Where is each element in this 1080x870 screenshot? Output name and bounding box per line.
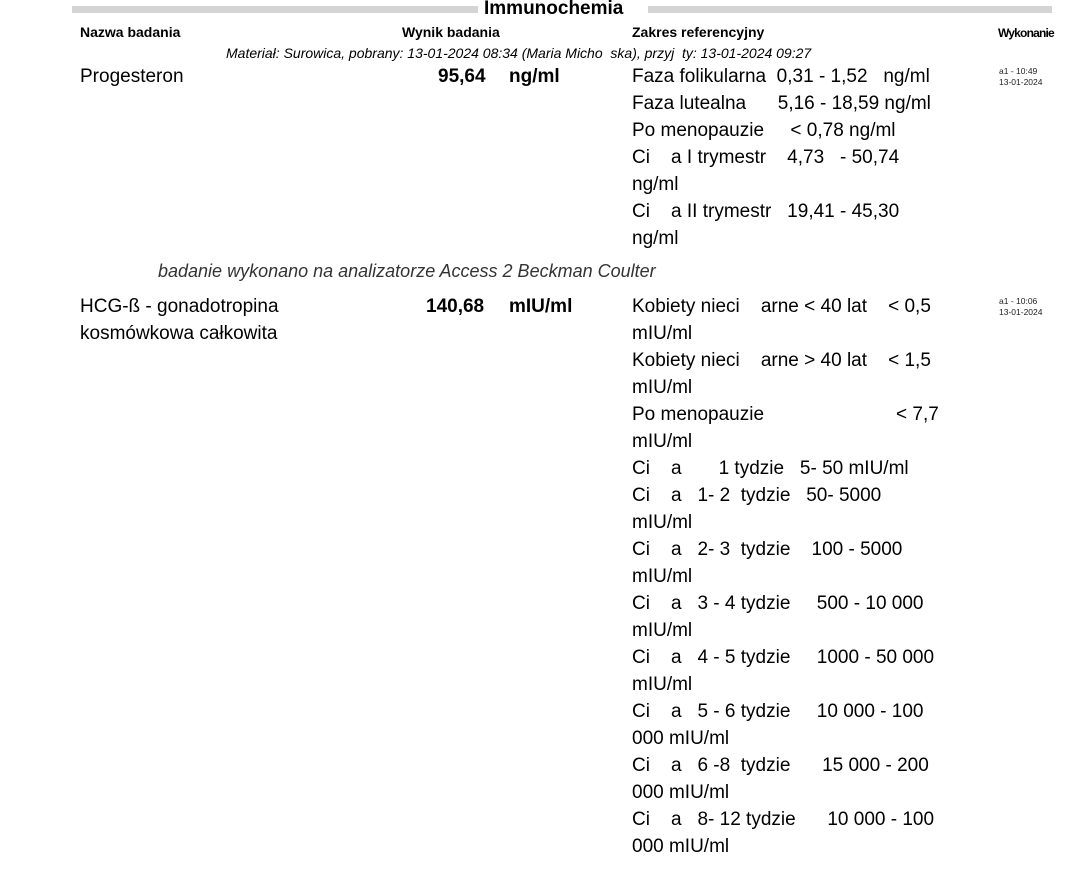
range-line: mIU/ml bbox=[632, 566, 693, 587]
range-line: 000 mIU/ml bbox=[632, 728, 730, 749]
header-name: Nazwa badania bbox=[80, 24, 181, 40]
range-line: mIU/ml bbox=[632, 431, 693, 452]
test-name-line: HCG-ß - gonadotropina bbox=[80, 296, 279, 317]
range-line: Faza folikularna 0,31 - 1,52 ng/ml bbox=[632, 66, 930, 87]
test-unit: ng/ml bbox=[509, 66, 560, 87]
test-unit: mIU/ml bbox=[509, 296, 573, 317]
test-name bbox=[80, 293, 279, 347]
reference-range bbox=[632, 293, 939, 860]
range-line: mIU/ml bbox=[632, 512, 693, 533]
performed-date: 13-01-2024 bbox=[999, 307, 1043, 317]
header-range: Zakres referencyjny bbox=[632, 24, 765, 40]
section-title: Immunochemia bbox=[484, 0, 624, 19]
range-line: ng/ml bbox=[632, 174, 679, 195]
range-line: Ci a 6 -8 tydzie 15 000 - 200 bbox=[632, 755, 929, 776]
range-line: Ci a 1 tydzie 5- 50 mIU/ml bbox=[632, 458, 909, 479]
range-line: Po menopauzie < 7,7 bbox=[632, 404, 939, 425]
range-line: Ci a II trymestr 19,41 - 45,30 bbox=[632, 201, 900, 222]
range-line: Kobiety nieci arne > 40 lat < 1,5 bbox=[632, 350, 931, 371]
range-line: Po menopauzie < 0,78 ng/ml bbox=[632, 120, 896, 141]
range-line: 000 mIU/ml bbox=[632, 782, 730, 803]
range-line: Ci a 1- 2 tydzie 50- 5000 bbox=[632, 485, 882, 506]
range-line: Ci a 8- 12 tydzie 10 000 - 100 bbox=[632, 809, 935, 830]
range-line: Ci a 3 - 4 tydzie 500 - 10 000 bbox=[632, 593, 924, 614]
range-line: ng/ml bbox=[632, 228, 679, 249]
analyzer-note: badanie wykonano na analizatorze Access 2 Beckman Coulter bbox=[158, 261, 656, 281]
range-line: mIU/ml bbox=[632, 323, 693, 344]
test-name: Progesteron bbox=[80, 66, 184, 87]
range-line: 000 mIU/ml bbox=[632, 836, 730, 857]
range-line: Ci a I trymestr 4,73 - 50,74 bbox=[632, 147, 900, 168]
range-line: mIU/ml bbox=[632, 377, 693, 398]
section-divider-left bbox=[72, 6, 478, 13]
range-line: Ci a 2- 3 tydzie 100 - 5000 bbox=[632, 539, 903, 560]
range-line: Kobiety nieci arne < 40 lat < 0,5 bbox=[632, 296, 931, 317]
range-line: mIU/ml bbox=[632, 674, 693, 695]
reference-range bbox=[632, 63, 931, 252]
test-name-line: kosmówkowa całkowita bbox=[80, 323, 278, 344]
range-line: Faza lutealna 5,16 - 18,59 ng/ml bbox=[632, 93, 931, 114]
test-value: 95,64 bbox=[438, 66, 486, 87]
header-performed: Wykonanie bbox=[998, 26, 1054, 40]
performed-date: 13-01-2024 bbox=[999, 77, 1043, 87]
range-line: Ci a 4 - 5 tydzie 1000 - 50 000 bbox=[632, 647, 935, 668]
performed-time: a1 - 10:06 bbox=[999, 296, 1038, 306]
section-divider-right bbox=[648, 6, 1052, 13]
performed-time: a1 - 10:49 bbox=[999, 66, 1038, 76]
range-line: mIU/ml bbox=[632, 620, 693, 641]
test-value: 140,68 bbox=[426, 296, 485, 317]
header-result: Wynik badania bbox=[402, 24, 500, 40]
material-info: Materiał: Surowica, pobrany: 13-01-2024 08:34 (Maria Micho ska), przyj ty: 13-01-2024 09:27 bbox=[226, 45, 812, 61]
range-line: Ci a 5 - 6 tydzie 10 000 - 100 bbox=[632, 701, 924, 722]
